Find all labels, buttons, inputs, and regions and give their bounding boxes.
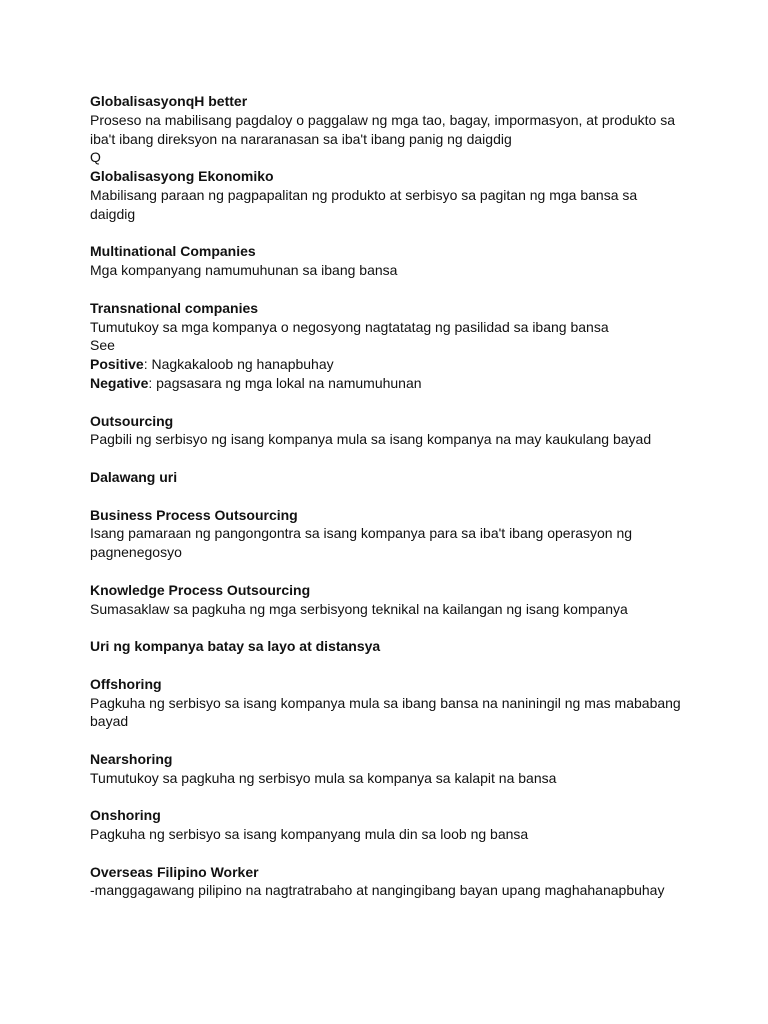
definition-text: daigdig	[90, 205, 136, 222]
definition-text: Proseso na mabilisang pagdaloy o paggalaw ng mga tao, bagay, impormasyon, at produkto sa	[90, 111, 675, 128]
definition-text: Tumutukoy sa mga kompanya o negosyong nagtatatag ng pasilidad sa ibang bansa	[90, 318, 609, 335]
definition-text: pagnenegosyo	[90, 544, 182, 561]
term-heading: Overseas Filipino Worker	[90, 863, 259, 880]
term-heading: GlobalisasyonqH better	[90, 93, 248, 109]
definition-text: iba't ibang direksyon na nararanasan sa iba't ibang panig ng daigdig	[90, 130, 512, 147]
term-heading: Business Process Outsourcing	[90, 506, 298, 523]
negative-text: : pagsasara ng mga lokal na namumuhunan	[148, 374, 422, 391]
definition-text: -manggagawang pilipino na nagtratrabaho at nangingibang bayan upang maghahanapbuhay	[90, 882, 665, 899]
definition-text: bayad	[90, 713, 129, 730]
term-heading: Transnational companies	[90, 299, 259, 316]
positive-label: Positive	[90, 356, 144, 373]
section-heading: Dalawang uri	[90, 468, 178, 485]
spacer	[90, 787, 690, 806]
positive-line	[90, 355, 690, 374]
spacer	[90, 224, 690, 243]
spacer	[90, 844, 690, 863]
spacer	[90, 562, 690, 581]
spacer	[90, 449, 690, 468]
spacer	[90, 393, 690, 412]
term-heading: Onshoring	[90, 807, 161, 824]
stray-text: Q	[90, 149, 101, 166]
definition-text: Pagbili ng serbisyo ng isang kompanya mula sa isang kompanya na may kaukulang bayad	[90, 431, 652, 448]
definition-text: Tumutukoy sa pagkuha ng serbisyo mula sa kompanya sa kalapit na bansa	[90, 769, 557, 786]
definition-text: Mga kompanyang namumuhunan sa ibang bansa	[90, 262, 398, 279]
definition-text: Sumasaklaw sa pagkuha ng mga serbisyong teknikal na kailangan ng isang kompanya	[90, 600, 628, 617]
term-heading: Multinational Companies	[90, 243, 256, 260]
term-heading: Nearshoring	[90, 750, 173, 767]
spacer	[90, 731, 690, 750]
definition-text: Pagkuha ng serbisyo sa isang kompanyang mula din sa loob ng bansa	[90, 826, 529, 843]
term-heading: Outsourcing	[90, 412, 174, 429]
stray-text: See	[90, 337, 115, 354]
positive-text: : Nagkakaloob ng hanapbuhay	[143, 356, 334, 373]
definition-text: Pagkuha ng serbisyo sa isang kompanya mula sa ibang bansa na naniningil ng mas mababang	[90, 694, 681, 711]
term-heading: Knowledge Process Outsourcing	[90, 581, 311, 598]
negative-line	[90, 374, 690, 393]
document-body	[90, 92, 690, 900]
definition-text: Mabilisang paraan ng pagpapalitan ng produkto at serbisyo sa pagitan ng mga bansa sa	[90, 186, 638, 203]
spacer	[90, 280, 690, 299]
term-heading: Globalisasyong Ekonomiko	[90, 168, 274, 185]
spacer	[90, 487, 690, 506]
spacer	[90, 656, 690, 675]
spacer	[90, 618, 690, 637]
negative-label: Negative	[90, 374, 149, 391]
definition-text: Isang pamaraan ng pangongontra sa isang kompanya para sa iba't ibang operasyon ng	[90, 525, 633, 542]
section-heading: Uri ng kompanya batay sa layo at distansya	[90, 638, 381, 655]
term-heading: Offshoring	[90, 675, 162, 692]
